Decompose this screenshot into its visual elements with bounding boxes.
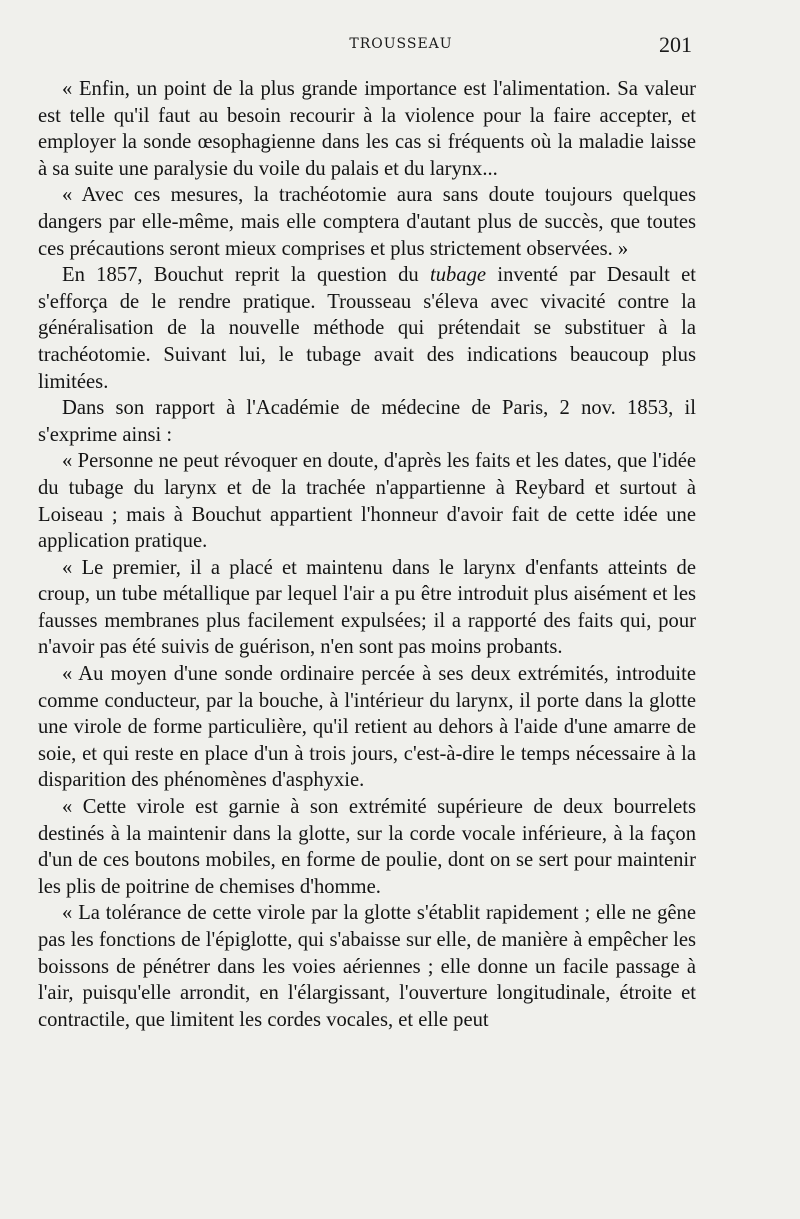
page-header xyxy=(38,32,694,62)
paragraph-virole: « Cette virole est garnie à son extrémité supérieure de deux bourrelets destinés à la maintenir dans la glotte, sur la corde vocale inférieure, à la façon d'un de ces boutons mobiles, en forme de poulie, dont on se sert pour maintenir les plis de poitrine de chemises d'homme. xyxy=(38,796,696,898)
running-head: TROUSSEAU xyxy=(349,36,453,52)
paragraph-alimentation: « Enfin, un point de la plus grande importance est l'alimentation. Sa valeur est telle qu'il faut au besoin recourir à la violence pour la faire accepter, et employer la sonde œsophagienne dans les cas si fréquents où la maladie laisse à sa suite une paralysie du voile du palais et du larynx... xyxy=(38,78,696,180)
tubage-text-before: En 1857, Bouchut reprit la question du xyxy=(62,264,431,287)
paragraph-sonde: « Au moyen d'une sonde ordinaire percée à ses deux extrémités, introduite comme conducteur, par la bouche, à l'intérieur du larynx, il porte dans la glotte une virole de forme particulière, qu'il retient au dehors à l'aide d'une amarre de soie, et qui reste en place d'un à trois jours, c'est-à-dire le temps nécessaire à la disparition des phénomènes d'asphyxie. xyxy=(38,663,696,792)
paragraph-personne: « Personne ne peut révoquer en doute, d'après les faits et les dates, que l'idée du tubage du larynx et de la trachée n'appartienne à Reybard et surtout à Loiseau ; mais à Bouchut appartient l'honneur d'avoir fait de cette idée une application pratique. xyxy=(38,450,696,553)
paragraph-rapport: Dans son rapport à l'Académie de médecine de Paris, 2 nov. 1853, il s'exprime ainsi : xyxy=(38,397,696,446)
page-number: 201 xyxy=(659,32,692,57)
tubage-text-after: inventé par Desault et s'efforça de le rendre pratique. Trousseau s'éleva avec vivacité contre la généralisation de la nouvelle méthode qui prétendait se substituer à la trachéotomie. Suivant lui, le tubage avait des indications beaucoup plus limitées. xyxy=(38,264,696,393)
body-text xyxy=(38,76,696,1033)
paragraph-tolerance: « La tolérance de cette virole par la glotte s'établit rapidement ; elle ne gêne pas les fonctions de l'épiglotte, qui s'abaisse sur elle, de manière à empêcher les boissons de pénétrer dans les voies aériennes ; elle donne un facile passage à l'air, puisqu'elle arrondit, en l'élargissant, l'ouverture longitudinale, étroite et contractile, que limitent les cordes vocales, et elle peut xyxy=(38,902,696,1031)
paragraph-premier: « Le premier, il a placé et maintenu dans le larynx d'enfants atteints de croup, un tube métallique par lequel l'air a pu être introduit plus aisément et les fausses membranes plus facilement expulsées; il a rapporté des faits qui, pour n'avoir pas été suivis de guérison, n'en sont pas moins probants. xyxy=(38,556,696,659)
tubage-emphasis: tubage xyxy=(430,264,487,287)
paragraph-tubage xyxy=(38,262,696,395)
paragraph-mesures: « Avec ces mesures, la trachéotomie aura sans doute toujours quelques dangers par elle-même, mais elle comptera d'autant plus de succès, que toutes ces précautions seront mieux comprises et plus strictement observées. » xyxy=(38,184,696,260)
